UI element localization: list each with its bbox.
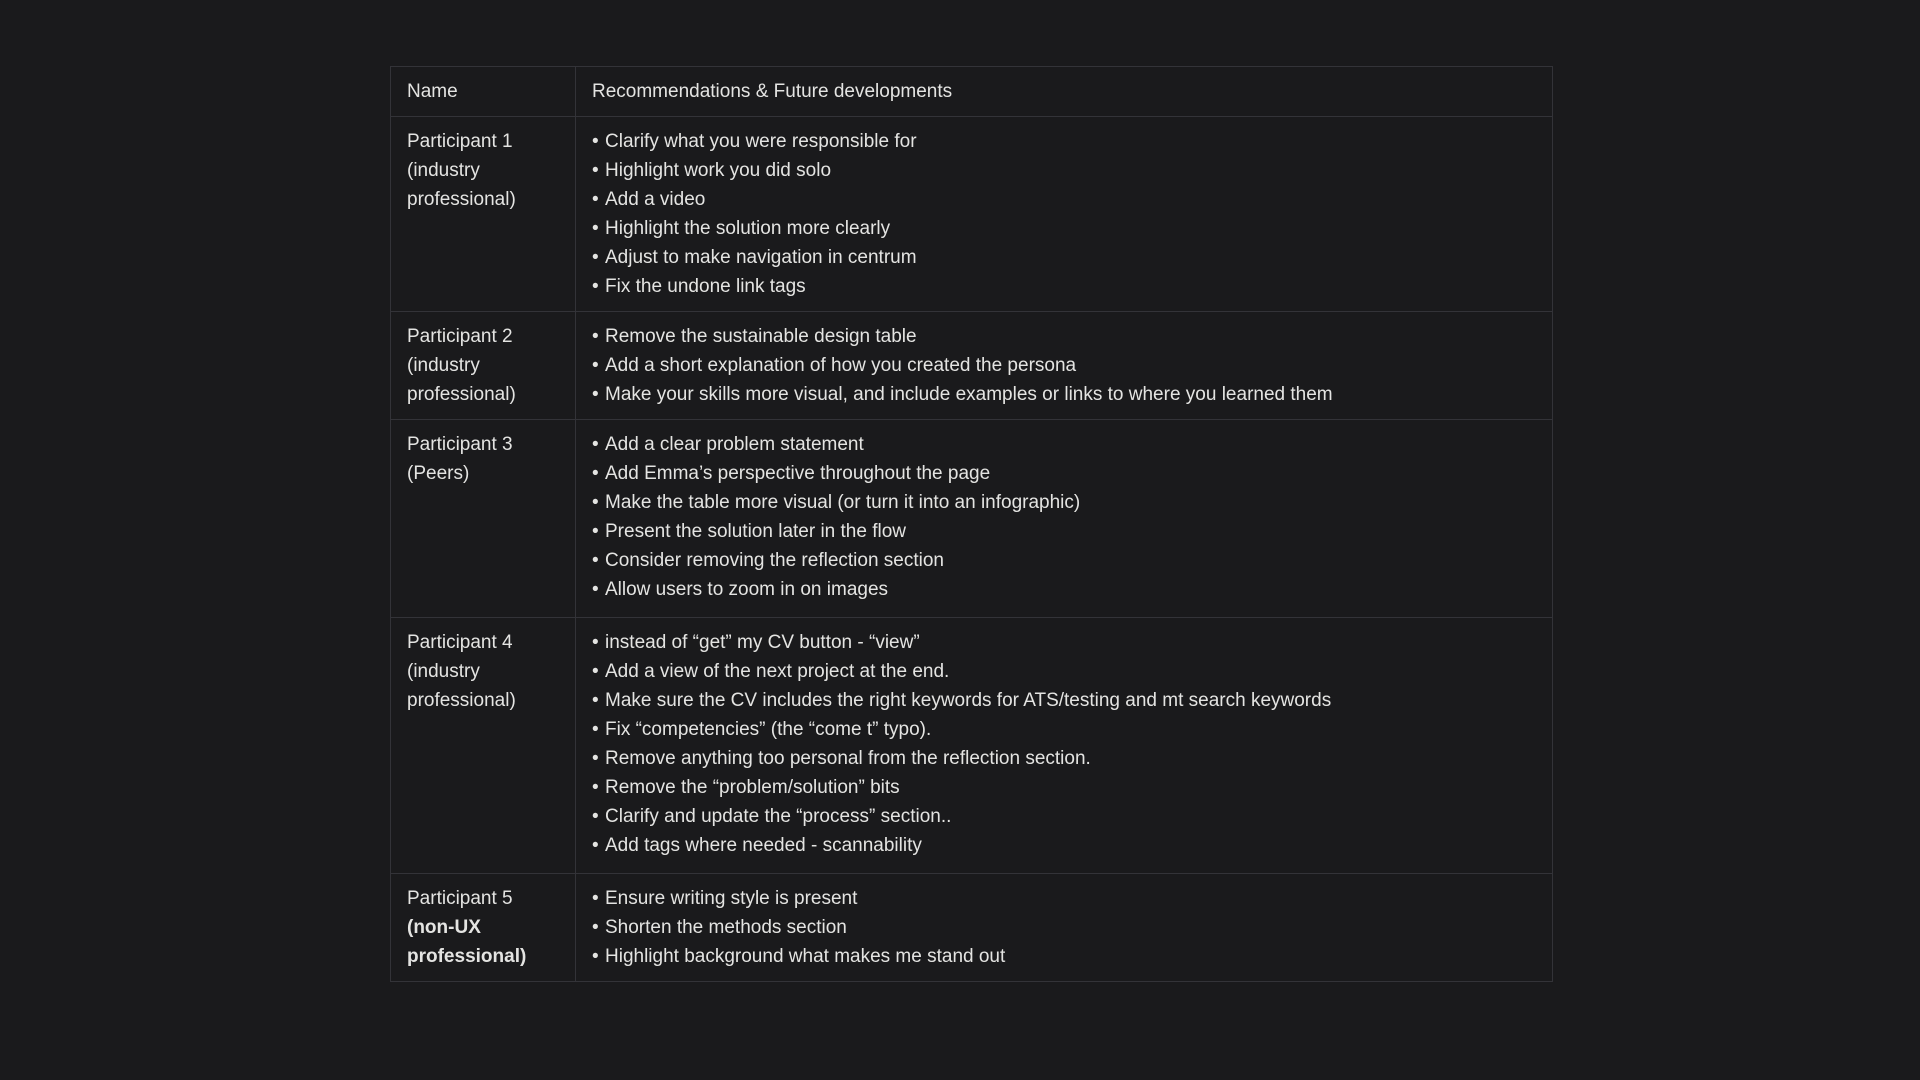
recommendation-text: Clarify what you were responsible for <box>605 131 917 152</box>
bullet-icon <box>592 942 605 971</box>
bullet-icon <box>592 430 605 459</box>
recommendation-text: Remove anything too personal from the reflection section. <box>605 748 1091 769</box>
participant-name-cell <box>391 117 576 312</box>
bullet-icon <box>592 517 605 546</box>
bullet-icon <box>592 913 605 942</box>
bullet-icon <box>592 831 605 860</box>
recommendation-text: Highlight background what makes me stand out <box>605 946 1006 967</box>
recommendation-item <box>592 517 1536 546</box>
recommendations-cell <box>576 420 1553 618</box>
recommendation-text: Consider removing the reflection section <box>605 550 945 571</box>
recommendation-item <box>592 942 1536 971</box>
bullet-icon <box>592 884 605 913</box>
recommendation-text: Make sure the CV includes the right keywords for ATS/testing and mt search keywords <box>605 690 1332 711</box>
recommendation-text: Add a view of the next project at the end. <box>605 661 950 682</box>
recommendation-item <box>592 686 1536 715</box>
recommendations-cell <box>576 312 1553 420</box>
recommendation-text: Ensure writing style is present <box>605 888 858 909</box>
participant-name: Participant 1 (industry professional) <box>407 131 516 210</box>
recommendation-text: Shorten the methods section <box>605 917 847 938</box>
recommendation-text: Fix “competencies” (the “come t” typo). <box>605 719 932 740</box>
recommendation-text: Add a clear problem statement <box>605 434 864 455</box>
participant-name-cell <box>391 618 576 874</box>
column-header-recommendations: Recommendations & Future developments <box>576 67 1553 117</box>
recommendation-item <box>592 575 1536 604</box>
recommendation-item <box>592 459 1536 488</box>
recommendation-item <box>592 546 1536 575</box>
bullet-icon <box>592 686 605 715</box>
recommendation-text: Highlight the solution more clearly <box>605 218 891 239</box>
participant-name: Participant 4 (industry professional) <box>407 632 516 711</box>
recommendation-text: Allow users to zoom in on images <box>605 579 889 600</box>
bullet-icon <box>592 657 605 686</box>
recommendation-text: Adjust to make navigation in centrum <box>605 247 917 268</box>
recommendation-text: Remove the sustainable design table <box>605 326 917 347</box>
bullet-icon <box>592 715 605 744</box>
recommendation-text: Fix the undone link tags <box>605 276 806 297</box>
recommendation-item <box>592 380 1536 409</box>
recommendation-item <box>592 214 1536 243</box>
feedback-table <box>390 66 1553 982</box>
bullet-icon <box>592 546 605 575</box>
recommendation-item <box>592 913 1536 942</box>
bullet-icon <box>592 773 605 802</box>
recommendations-cell <box>576 618 1553 874</box>
recommendation-text: Make your skills more visual, and include examples or links to where you learned them <box>605 384 1333 405</box>
bullet-icon <box>592 156 605 185</box>
participant-name-cell <box>391 312 576 420</box>
recommendations-cell <box>576 874 1553 982</box>
recommendation-item <box>592 351 1536 380</box>
bullet-icon <box>592 628 605 657</box>
bullet-icon <box>592 214 605 243</box>
recommendation-item <box>592 657 1536 686</box>
participant-name-cell <box>391 874 576 982</box>
recommendation-text: Add a video <box>605 189 706 210</box>
bullet-icon <box>592 744 605 773</box>
bullet-icon <box>592 459 605 488</box>
recommendation-text: Add a short explanation of how you created the persona <box>605 355 1077 376</box>
bullet-icon <box>592 185 605 214</box>
bullet-icon <box>592 488 605 517</box>
recommendation-text: Clarify and update the “process” section.. <box>605 806 952 827</box>
recommendation-text: instead of “get” my CV button - “view” <box>605 632 920 653</box>
recommendation-item <box>592 243 1536 272</box>
bullet-icon <box>592 351 605 380</box>
participant-name: Participant 3 (Peers) <box>407 434 513 484</box>
bullet-icon <box>592 243 605 272</box>
recommendation-text: Highlight work you did solo <box>605 160 832 181</box>
recommendation-text: Add Emma’s perspective throughout the page <box>605 463 991 484</box>
recommendation-item <box>592 127 1536 156</box>
recommendation-text: Present the solution later in the flow <box>605 521 907 542</box>
bullet-icon <box>592 575 605 604</box>
recommendation-item <box>592 185 1536 214</box>
recommendation-item <box>592 715 1536 744</box>
recommendation-item <box>592 744 1536 773</box>
participant-name: Participant 5 <box>407 888 513 909</box>
recommendation-item <box>592 773 1536 802</box>
recommendation-item <box>592 802 1536 831</box>
recommendation-item <box>592 156 1536 185</box>
recommendation-item <box>592 430 1536 459</box>
bullet-icon <box>592 127 605 156</box>
participant-name: Participant 2 (industry professional) <box>407 326 516 405</box>
recommendations-cell <box>576 117 1553 312</box>
recommendation-text: Add tags where needed - scannability <box>605 835 922 856</box>
bullet-icon <box>592 802 605 831</box>
recommendation-item <box>592 831 1536 860</box>
recommendation-text: Make the table more visual (or turn it into an infographic) <box>605 492 1081 513</box>
recommendation-item <box>592 322 1536 351</box>
bullet-icon <box>592 272 605 301</box>
bullet-icon <box>592 322 605 351</box>
recommendation-item <box>592 628 1536 657</box>
bullet-icon <box>592 380 605 409</box>
column-header-name: Name <box>391 67 576 117</box>
recommendation-item <box>592 488 1536 517</box>
participant-name-bold: (non-UX professional) <box>407 917 527 967</box>
recommendation-item <box>592 884 1536 913</box>
participant-name-cell <box>391 420 576 618</box>
recommendation-text: Remove the “problem/solution” bits <box>605 777 900 798</box>
recommendation-item <box>592 272 1536 301</box>
